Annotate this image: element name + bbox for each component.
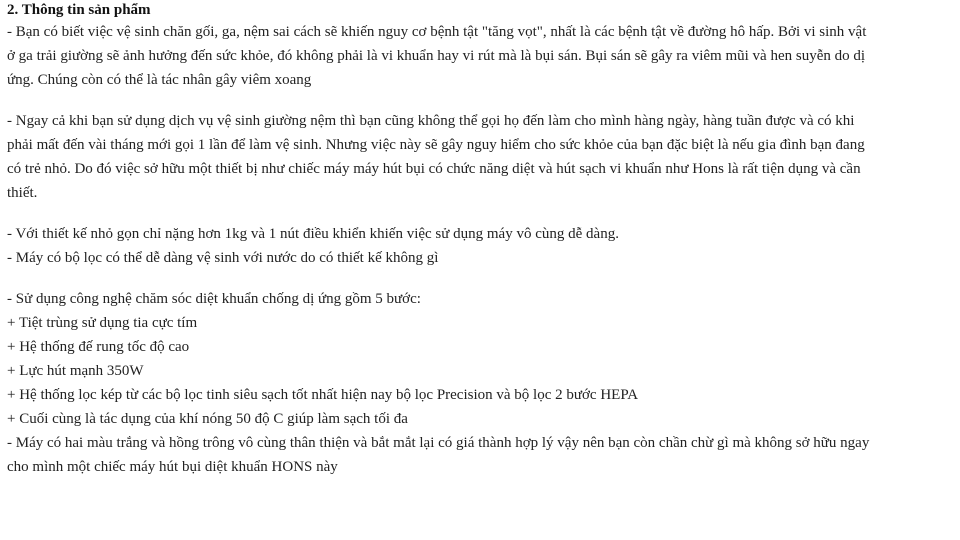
paragraph-gap <box>7 205 877 222</box>
product-info-section <box>7 0 877 479</box>
paragraph-conclusion: - Máy có hai màu trắng và hồng trông vô cùng thân thiện và bắt mắt lại có giá thành hợp lý vậy nên bạn còn chần chừ gì mà không sở hữu ngay cho mình một chiếc máy hút bụi diệt khuẩn HONS này <box>7 435 870 475</box>
paragraph-cleaning-service: - Ngay cả khi bạn sử dụng dịch vụ vệ sinh giường nệm thì bạn cũng không thể gọi họ đến làm cho mình hàng ngày, hàng tuần được và có khi phải mất đến vài tháng mới gọi 1 lần để làm vệ sinh. Nhưng việc này sẽ gây nguy hiểm cho sức khỏe của bạn đặc biệt là nếu gia đình bạn đang có trẻ nhỏ. Do đó việc sở hữu một thiết bị như chiếc máy máy hút bụi có chức năng diệt và hút sạch vi khuẩn như Hons là rất tiện dụng và cần thiết. <box>7 113 865 201</box>
list-item-step-suction: + Lực hút mạnh 350W <box>7 363 144 379</box>
paragraph-gap <box>7 270 877 287</box>
paragraph-technology-intro: - Sử dụng công nghệ chăm sóc diệt khuẩn chống dị ứng gồm 5 bước: <box>7 291 421 307</box>
paragraph-compact-design: - Với thiết kế nhỏ gọn chỉ nặng hơn 1kg và 1 nút điều khiển khiến việc sử dụng máy vô cùng dễ dàng. <box>7 226 619 242</box>
paragraph-washable-filter: - Máy có bộ lọc có thể dễ dàng vệ sinh với nước do có thiết kế không gì <box>7 250 439 266</box>
section-title: 2. Thông tin sản phẩm <box>7 2 151 18</box>
list-item-step-uv: + Tiệt trùng sử dụng tia cực tím <box>7 315 198 331</box>
paragraph-gap <box>7 92 877 109</box>
paragraph-health-risk: - Bạn có biết việc vệ sinh chăn gối, ga, nệm sai cách sẽ khiến nguy cơ bệnh tật "tăng vọt", nhất là các bệnh tật về đường hô hấp. Bởi vi sinh vật ở ga trải giường sẽ ảnh hưởng đến sức khỏe, đó không phải là vi khuẩn hay vi rút mà là bụi sán. Bụi sán sẽ gây ra viêm mũi và hen suyễn do dị ứng. Chúng còn có thể là tác nhân gây viêm xoang <box>7 24 867 88</box>
list-item-step-vibration: + Hệ thống đế rung tốc độ cao <box>7 339 190 355</box>
list-item-step-filter: + Hệ thống lọc kép từ các bộ lọc tinh siêu sạch tốt nhất hiện nay bộ lọc Precision và bộ lọc 2 bước HEPA <box>7 387 639 403</box>
list-item-step-hot-air: + Cuối cùng là tác dụng của khí nóng 50 độ C giúp làm sạch tối đa <box>7 411 408 427</box>
